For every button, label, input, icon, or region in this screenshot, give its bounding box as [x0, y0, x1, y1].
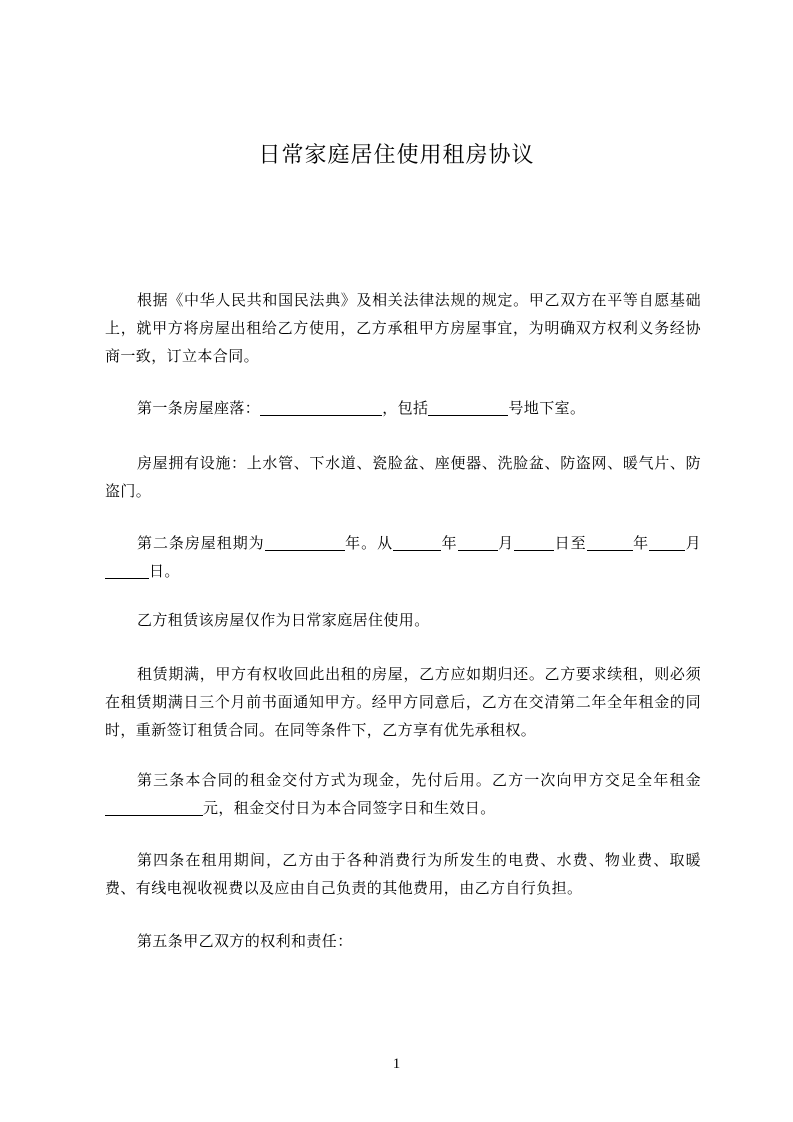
article-3-payment-text: 元，租金交付日为本合同签字日和生效日。	[203, 799, 496, 817]
preamble-paragraph	[105, 286, 701, 370]
article-1-location-paragraph	[105, 394, 701, 422]
address-blank[interactable]	[260, 399, 382, 416]
article-1-label: 第一条房屋座落：	[137, 399, 261, 417]
term-from-text: 年。从	[344, 534, 394, 552]
renewal-paragraph	[105, 660, 701, 744]
renewal-text: 租赁期满，甲方有权收回此出租的房屋，乙方应如期归还。乙方要求续租，则必须在租赁期满日三个月前书面通知甲方。经甲方同意后，乙方在交清第二年全年租金的同时，重新签订租赁合同。在同等条件下，乙方享有优先承租权。	[105, 665, 701, 739]
basement-number-blank[interactable]	[428, 399, 508, 416]
document-title: 日常家庭居住使用租房协议	[258, 143, 535, 168]
lease-years-blank[interactable]	[265, 534, 345, 551]
end-month-blank[interactable]	[649, 534, 685, 551]
start-year-unit: 年	[441, 534, 458, 552]
article-3-text: 第三条本合同的租金交付方式为现金，先付后用。乙方一次向甲方交足全年租金	[137, 771, 701, 789]
end-year-unit: 年	[632, 534, 650, 552]
page-number: 1	[392, 1056, 401, 1072]
article-5-heading-paragraph	[105, 927, 701, 955]
start-month-unit: 月	[497, 534, 515, 552]
article-2-term-paragraph	[105, 529, 701, 585]
facilities-text: 房屋拥有设施：上水管、下水道、瓷脸盆、座便器、洗脸盆、防盗网、暖气片、防盗门。	[105, 454, 701, 500]
article-1-include-text: ，包括	[382, 399, 429, 417]
article-4-text: 第四条在租用期间，乙方由于各种消费行为所发生的电费、水费、物业费、取暖费、有线电视收视费以及应由自己负责的其他费用，由乙方自行负担。	[105, 851, 701, 897]
article-1-basement-text: 号地下室。	[508, 399, 586, 417]
article-4-expenses-paragraph	[105, 846, 701, 902]
end-day-blank[interactable]	[105, 562, 149, 579]
start-day-to-text: 日至	[554, 534, 587, 552]
article-3-rent-paragraph	[105, 766, 701, 822]
article-5-text: 第五条甲乙双方的权利和责任：	[137, 932, 353, 950]
usage-paragraph	[105, 606, 701, 634]
start-month-blank[interactable]	[458, 534, 498, 551]
article-2-label: 第二条房屋租期为	[137, 534, 265, 552]
end-month-unit: 月	[685, 534, 702, 552]
end-day-unit: 日。	[149, 562, 180, 580]
facilities-paragraph	[105, 449, 701, 505]
start-year-blank[interactable]	[393, 534, 441, 551]
start-day-blank[interactable]	[514, 534, 554, 551]
usage-text: 乙方租赁该房屋仅作为日常家庭居住使用。	[137, 611, 430, 629]
annual-rent-blank[interactable]	[105, 799, 203, 816]
end-year-blank[interactable]	[587, 534, 633, 551]
preamble-text: 根据《中华人民共和国民法典》及相关法律法规的规定。甲乙双方在平等自愿基础上，就甲方将房屋出租给乙方使用，乙方承租甲方房屋事宜，为明确双方权利义务经协商一致，订立本合同。	[105, 291, 701, 365]
